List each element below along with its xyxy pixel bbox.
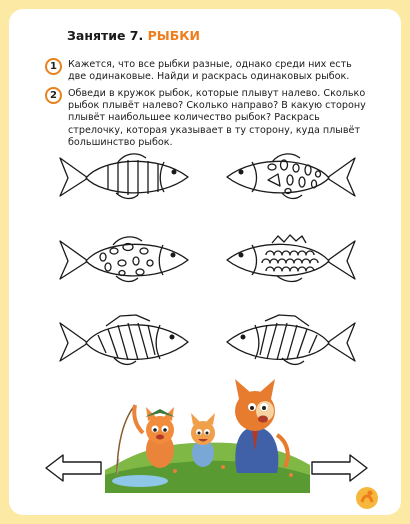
fish-4-drawing [222, 233, 357, 288]
arrow-left-icon [45, 454, 103, 482]
publisher-logo-icon [355, 486, 379, 510]
cats-fishing-illustration [105, 375, 310, 493]
task-number: 2 [45, 87, 62, 104]
fish-4[interactable] [222, 233, 357, 288]
right-arrow[interactable] [310, 454, 368, 486]
fish-6[interactable] [222, 313, 357, 371]
fish-5[interactable] [58, 313, 193, 371]
fish-6-drawing [222, 313, 357, 371]
task-text: Кажется, что все рыбки разные, однако среди них есть две одинаковые. Найди и раскрась одинаковых рыбок. [68, 59, 352, 83]
arrow-right-icon [310, 454, 368, 482]
fish-3[interactable] [58, 233, 193, 288]
fish-1[interactable] [58, 150, 193, 205]
fish-5-drawing [58, 313, 193, 371]
fish-2[interactable] [222, 150, 357, 205]
lesson-label: Занятие 7. [67, 28, 144, 43]
lesson-topic: РЫБКИ [147, 28, 200, 43]
fish-1-drawing [58, 150, 193, 205]
fish-3-drawing [58, 233, 193, 288]
page-title [67, 28, 200, 43]
task-text: Обведи в кружок рыбок, которые плывут налево. Сколько рыбок плывёт налево? Сколько направо? В какую сторону плывёт наибольшее количество рыбок? Раскрась стрелочку, которая указывает в ту сторону, куда плывёт большинство рыбок. [68, 88, 366, 148]
fish-2-drawing [222, 150, 357, 205]
task-number: 1 [45, 58, 62, 75]
left-arrow[interactable] [45, 454, 103, 486]
